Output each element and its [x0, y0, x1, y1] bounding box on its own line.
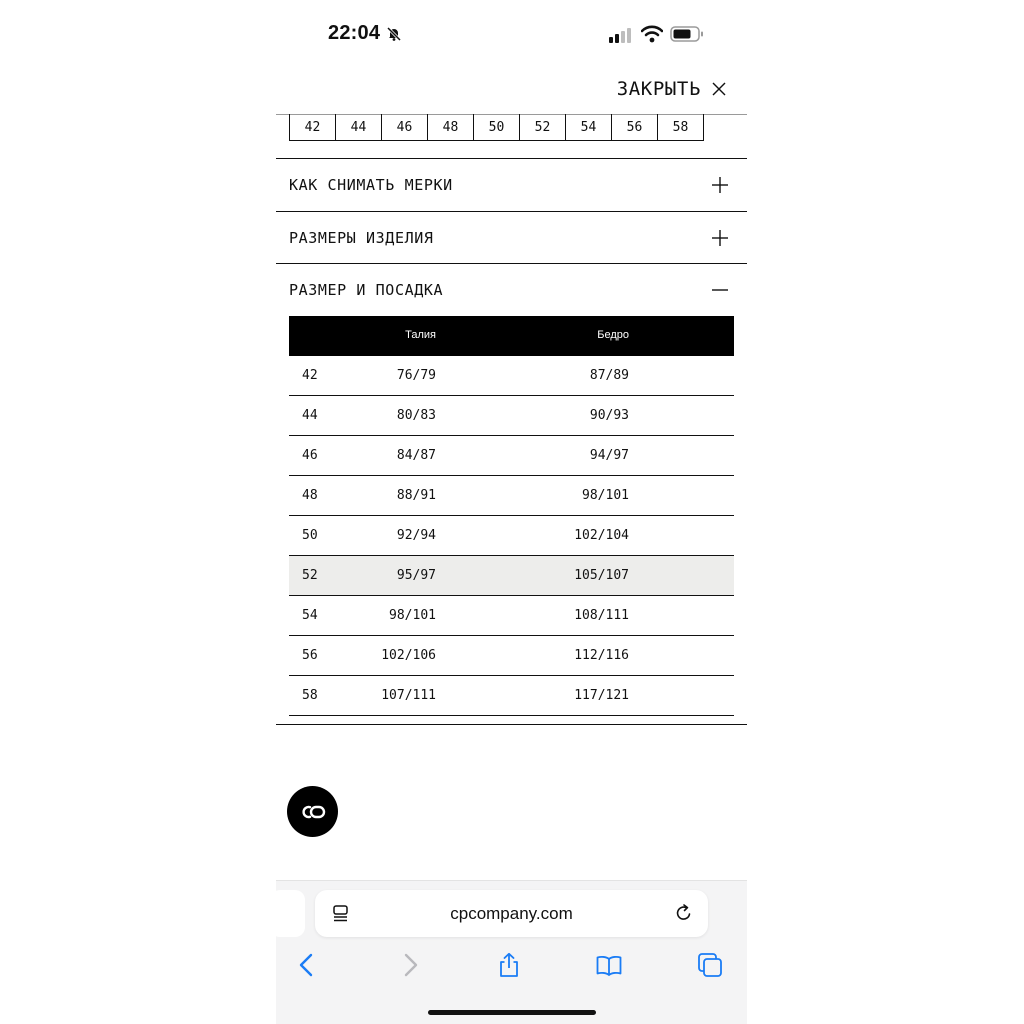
- table-row: [289, 556, 734, 596]
- table-bottom-divider: [276, 724, 747, 725]
- cell-hip: 102/104: [574, 528, 630, 543]
- table-header: [289, 316, 734, 356]
- cell-size: 52: [302, 568, 318, 583]
- cell-size: 50: [302, 528, 318, 543]
- browser-toolbar: [276, 880, 747, 1024]
- size-option[interactable]: 48: [428, 114, 474, 140]
- chat-button[interactable]: [287, 786, 338, 837]
- cell-hip: 94/97: [589, 448, 630, 463]
- close-icon: [711, 81, 727, 97]
- accordion-size-and-fit[interactable]: [276, 263, 747, 315]
- cell-hip: 117/121: [574, 688, 630, 703]
- cell-hip: 90/93: [589, 408, 630, 423]
- table-row: [289, 476, 734, 516]
- table-row: [289, 516, 734, 556]
- table-row: [289, 676, 734, 716]
- previous-tab-preview[interactable]: [276, 890, 305, 937]
- accordion-label: РАЗМЕР И ПОСАДКА: [289, 280, 444, 299]
- cell-hip: 105/107: [574, 568, 630, 583]
- accordion-label: КАК СНИМАТЬ МЕРКИ: [289, 175, 453, 194]
- status-time: 22:04: [328, 22, 381, 44]
- table-row: [289, 356, 734, 396]
- address-bar[interactable]: [315, 890, 708, 937]
- cell-size: 48: [302, 488, 318, 503]
- accordion-label: РАЗМЕРЫ ИЗДЕЛИЯ: [289, 228, 434, 247]
- cell-size: 58: [302, 688, 318, 703]
- table-row: [289, 396, 734, 436]
- cell-size: 54: [302, 608, 318, 623]
- size-option[interactable]: 54: [566, 114, 612, 140]
- table-body: [289, 356, 734, 716]
- cellular-signal-icon: [609, 27, 635, 43]
- url-text: cpcompany.com: [450, 904, 573, 923]
- size-option[interactable]: 58: [672, 119, 689, 135]
- battery-icon: [670, 25, 704, 43]
- size-option[interactable]: 52: [520, 114, 566, 140]
- size-option[interactable]: 44: [336, 114, 382, 140]
- share-icon[interactable]: [496, 952, 522, 978]
- header-cell-waist: Талия: [405, 329, 436, 341]
- accordion-product-dimensions[interactable]: [276, 211, 747, 263]
- cell-waist: 84/87: [396, 448, 437, 463]
- close-button[interactable]: [617, 78, 727, 100]
- cell-waist: 80/83: [396, 408, 437, 423]
- size-option[interactable]: 50: [474, 114, 520, 140]
- size-fit-table: [289, 316, 734, 716]
- cell-waist: 102/106: [381, 648, 437, 663]
- cell-waist: 92/94: [396, 528, 437, 543]
- size-option[interactable]: 46: [382, 114, 428, 140]
- reload-icon[interactable]: [674, 903, 694, 923]
- chat-logo-icon: [299, 804, 327, 820]
- cell-waist: 107/111: [381, 688, 437, 703]
- cell-size: 56: [302, 648, 318, 663]
- plus-icon: [711, 176, 729, 194]
- tabs-icon[interactable]: [697, 952, 723, 978]
- cell-waist: 98/101: [389, 608, 436, 623]
- cell-size: 44: [302, 408, 318, 423]
- silent-bell-icon: [386, 26, 402, 42]
- cell-hip: 112/116: [574, 648, 630, 663]
- forward-icon[interactable]: [397, 952, 423, 978]
- cell-waist: 76/79: [396, 368, 437, 383]
- home-indicator[interactable]: [428, 1010, 596, 1015]
- back-icon[interactable]: [294, 952, 320, 978]
- cell-waist: 95/97: [396, 568, 437, 583]
- table-row: [289, 436, 734, 476]
- phone-screen: [276, 0, 747, 1024]
- table-row: [289, 596, 734, 636]
- cell-size: 46: [302, 448, 318, 463]
- cell-hip: 87/89: [589, 368, 630, 383]
- size-selector: [289, 114, 704, 141]
- close-label: ЗАКРЫТЬ: [616, 78, 701, 100]
- minus-icon: [711, 281, 729, 299]
- cell-waist: 88/91: [396, 488, 437, 503]
- accordion-how-to-measure[interactable]: [276, 158, 747, 210]
- cell-size: 42: [302, 368, 318, 383]
- cell-hip: 108/111: [574, 608, 630, 623]
- table-row: [289, 636, 734, 676]
- wifi-icon: [641, 25, 663, 43]
- bookmarks-icon[interactable]: [596, 952, 622, 978]
- cell-hip: 98/101: [582, 488, 629, 503]
- plus-icon: [711, 229, 729, 247]
- size-option[interactable]: 56: [612, 114, 658, 140]
- header-cell-hip: Бедро: [597, 329, 629, 341]
- size-option[interactable]: 42: [290, 114, 336, 140]
